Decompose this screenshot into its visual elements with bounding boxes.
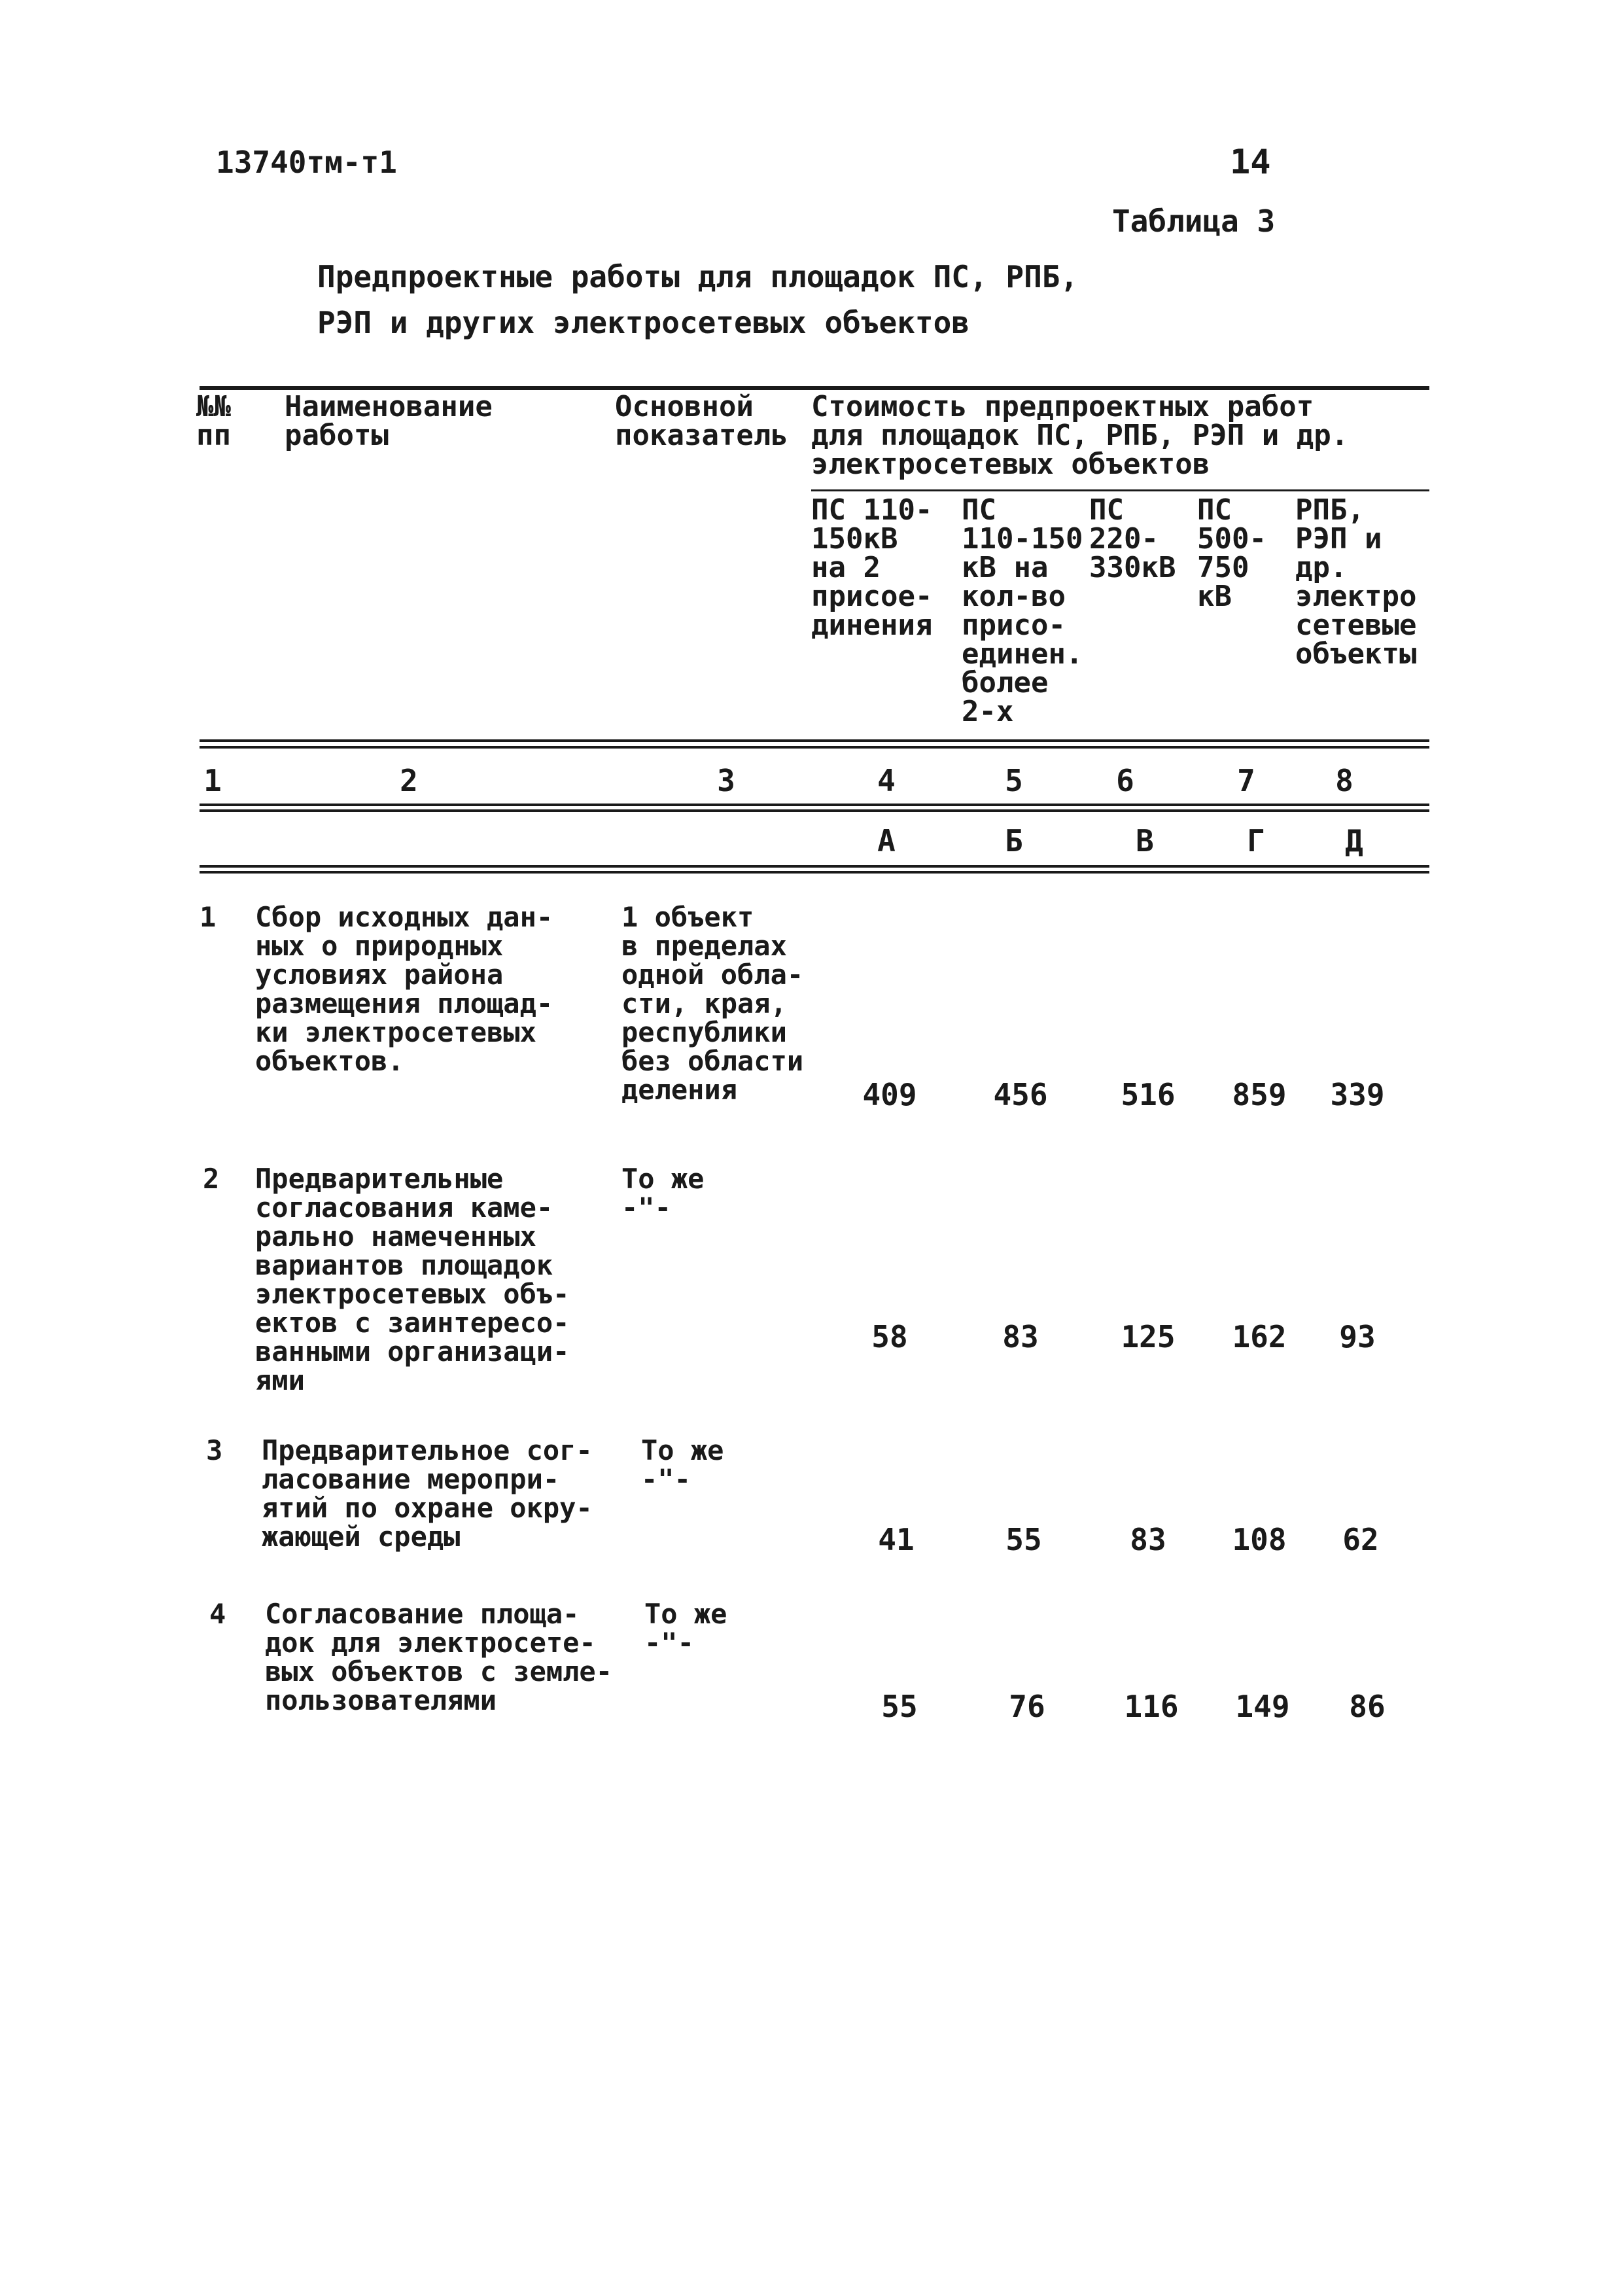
row-1-value-a: 409 [862, 1077, 917, 1112]
row-1-name: Сбор исходных дан- ных о природных условиях района размещения площад- ки электросетевых объектов. [255, 901, 553, 1077]
col-number-3: 3 [717, 763, 735, 798]
row-4-value-b: 76 [1009, 1689, 1045, 1724]
row-4-value-d: 86 [1349, 1689, 1386, 1724]
document-code: 13740тм-т1 [216, 145, 397, 180]
col-number-8: 8 [1335, 763, 1353, 798]
row-1-value-d: 339 [1330, 1077, 1385, 1112]
col-number-rule [200, 804, 1429, 806]
row-3-number: 3 [206, 1434, 223, 1466]
row-2-value-v: 125 [1121, 1319, 1176, 1354]
page-number: 14 [1230, 143, 1271, 182]
cost-group-rule [811, 489, 1429, 491]
col-number-rule-2 [200, 809, 1429, 812]
row-2-number: 2 [203, 1163, 220, 1195]
row-3-value-a: 41 [878, 1522, 915, 1557]
row-1-value-v: 516 [1121, 1077, 1176, 1112]
row-4-value-v: 116 [1124, 1689, 1179, 1724]
col-header-name: Наименование работы [285, 390, 493, 452]
letters-rule-2 [200, 871, 1429, 874]
col-header-num: №№ пп [196, 390, 231, 452]
row-3-value-g: 108 [1232, 1522, 1287, 1557]
row-1-indicator: 1 объект в пределах одной обла- сти, края, республики без области деления [621, 901, 804, 1106]
header-bottom-rule [200, 739, 1429, 742]
col-number-1: 1 [203, 763, 222, 798]
col-header-rpb-rep: РПБ, РЭП и др. электро сетевые объекты [1295, 493, 1417, 671]
col-number-4: 4 [877, 763, 896, 798]
row-2-value-a: 58 [871, 1319, 908, 1354]
row-4-value-g: 149 [1235, 1689, 1290, 1724]
col-number-2: 2 [400, 763, 418, 798]
header-bottom-rule-2 [200, 746, 1429, 749]
row-1-value-b: 456 [993, 1077, 1048, 1112]
col-header-ps-220-330: ПС 220- 330кВ [1089, 493, 1176, 584]
col-number-7: 7 [1237, 763, 1255, 798]
col-header-cost-group: Стоимость предпроектных работ для площадок ПС, РПБ, РЭП и др. электросетевых объектов [811, 390, 1349, 481]
table-label: Таблица 3 [1112, 203, 1276, 239]
col-letter-d: Д [1345, 823, 1363, 858]
row-2-value-g: 162 [1232, 1319, 1287, 1354]
row-1-value-g: 859 [1232, 1077, 1287, 1112]
col-header-indicator: Основной показатель [615, 390, 788, 452]
table-title-line1: Предпроектные работы для площадок ПС, РПБ, [317, 259, 1079, 294]
col-header-ps-110-150-2: ПС 110- 150кВ на 2 присое- динения [811, 493, 933, 642]
col-letter-g: Г [1247, 823, 1265, 858]
row-1-number: 1 [200, 901, 217, 933]
row-2-value-b: 83 [1002, 1319, 1039, 1354]
col-number-6: 6 [1116, 763, 1134, 798]
table-title-line2: РЭП и других электросетевых объектов [317, 305, 969, 340]
row-4-indicator: То же -"- [644, 1598, 727, 1659]
col-letter-a: А [877, 823, 896, 858]
letters-rule [200, 865, 1429, 868]
row-2-name: Предварительные согласования каме- рально намеченных вариантов площадок электросетевых объ- ектов с заинтересо- ванными организаци- ями [255, 1163, 570, 1396]
row-3-value-v: 83 [1130, 1522, 1166, 1557]
col-letter-v: В [1136, 823, 1154, 858]
row-2-indicator: То же -"- [621, 1163, 705, 1224]
row-3-name: Предварительное сог- ласование меропри- ятий по охране окру- жающей среды [262, 1434, 593, 1553]
row-4-name: Согласование площа- док для электросете- вых объектов с земле- пользователями [265, 1598, 613, 1716]
col-letter-b: Б [1005, 823, 1023, 858]
row-3-value-d: 62 [1342, 1522, 1379, 1557]
row-4-value-a: 55 [881, 1689, 918, 1724]
col-header-ps-500-750: ПС 500- 750 кВ [1197, 493, 1266, 613]
col-number-5: 5 [1005, 763, 1023, 798]
row-2-value-d: 93 [1339, 1319, 1376, 1354]
col-header-ps-110-150-more: ПС 110-150 кВ на кол-во присо- единен. более 2-х [962, 493, 1083, 728]
row-3-indicator: То же -"- [641, 1434, 724, 1495]
row-3-value-b: 55 [1005, 1522, 1042, 1557]
row-4-number: 4 [209, 1598, 226, 1630]
